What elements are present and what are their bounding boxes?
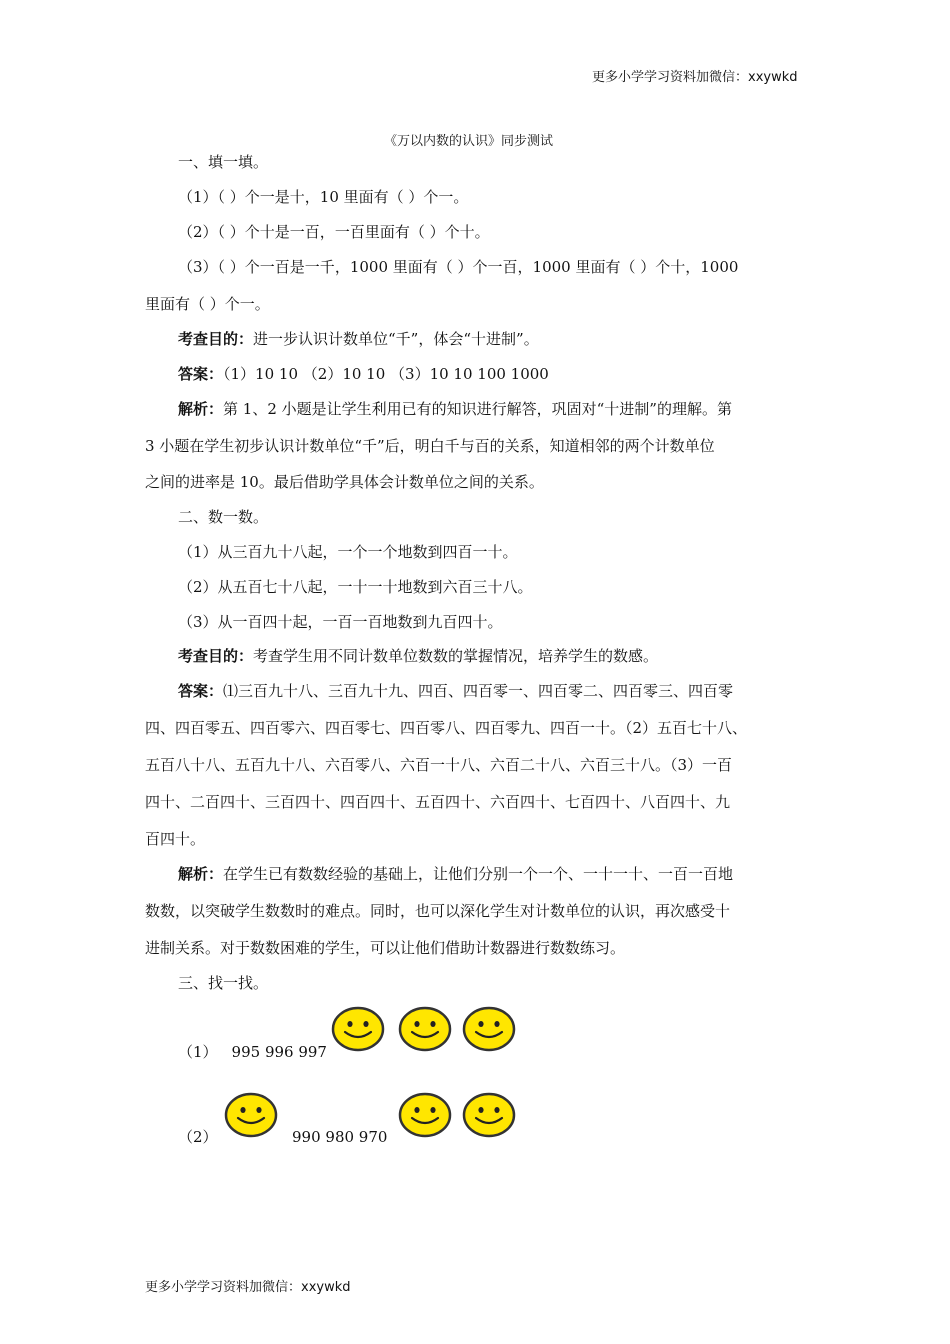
smiley-face-icon [224, 1092, 278, 1138]
answer-label: 答案： [178, 365, 224, 383]
section-3-heading: 三、找一找。 [178, 974, 269, 992]
question-1-label: （1） [178, 1043, 218, 1061]
answer-text: （1）10 10 （2）10 10 （3）10 10 100 1000 [223, 365, 549, 383]
section-1-answer [178, 364, 549, 384]
section-3-question-1 [178, 1042, 327, 1062]
section-2-heading: 二、数一数。 [178, 508, 269, 526]
section-2-answer [178, 681, 733, 701]
section-2-question-1: （1）从三百九十八起，一个一个地数到四百一十。 [178, 543, 518, 561]
smiley-face-icon [398, 1006, 452, 1052]
section-1-question-2: （2）（ ）个十是一百，一百里面有（ ）个十。 [178, 223, 490, 241]
question-1-numbers: 995 996 997 [231, 1043, 327, 1061]
smiley-face-icon [462, 1006, 516, 1052]
smiley-face-icon [331, 1006, 385, 1052]
section-3-question-2-label: （2） [178, 1128, 218, 1146]
section-1-question-3-cont: 里面有（ ）个一。 [145, 295, 270, 313]
section-2-question-2: （2）从五百七十八起，一十一十地数到六百三十八。 [178, 578, 533, 596]
analysis-text: 第 1、2 小题是让学生利用已有的知识进行解答，巩固对“十进制”的理解。第 [223, 400, 732, 418]
section-1-analysis-line-2: 3 小题在学生初步认识计数单位“千”后，明白千与百的关系，知道相邻的两个计数单位 [145, 437, 715, 455]
section-2-answer-line-3: 五百八十八、五百九十八、六百零八、六百一十八、六百二十八、六百三十八。（3）一百 [145, 756, 733, 774]
analysis-label: 解析： [178, 865, 224, 883]
analysis-label: 解析： [178, 400, 224, 418]
section-3-question-2-numbers: 990 980 970 [292, 1128, 388, 1146]
section-2-analysis [178, 864, 733, 884]
section-2-answer-line-5: 百四十。 [145, 830, 206, 848]
section-2-answer-line-2: 四、四百零五、四百零六、四百零七、四百零八、四百零九、四百一十。（2）五百七十八、 [145, 719, 748, 737]
section-2-answer-line-4: 四十、二百四十、三百四十、四百四十、五百四十、六百四十、七百四十、八百四十、九 [145, 793, 731, 811]
footer-note: 更多小学学习资料加微信：xxywkd [145, 1280, 351, 1295]
section-1-analysis [178, 399, 732, 419]
purpose-label: 考查目的： [178, 330, 254, 348]
section-1-question-1: （1）（ ）个一是十，10 里面有（ ）个一。 [178, 188, 469, 206]
smiley-face-icon [462, 1092, 516, 1138]
section-2-question-3: （3）从一百四十起，一百一百地数到九百四十。 [178, 613, 503, 631]
page-title: 《万以内数的认识》同步测试 [384, 134, 554, 149]
header-note: 更多小学学习资料加微信：xxywkd [592, 70, 798, 85]
analysis-text: 在学生已有数数经验的基础上，让他们分别一个一个、一十一十、一百一百地 [223, 865, 734, 883]
answer-label: 答案： [178, 682, 224, 700]
purpose-text: 进一步认识计数单位“千”，体会“十进制”。 [253, 330, 539, 348]
section-2-analysis-line-3: 进制关系。对于数数困难的学生，可以让他们借助计数器进行数数练习。 [145, 939, 626, 957]
section-2-purpose [178, 646, 658, 666]
section-1-purpose [178, 329, 539, 349]
purpose-text: 考查学生用不同计数单位数数的掌握情况，培养学生的数感。 [253, 647, 659, 665]
section-2-analysis-line-2: 数数，以突破学生数数时的难点。同时，也可以深化学生对计数单位的认识，再次感受十 [145, 902, 731, 920]
section-1-analysis-line-3: 之间的进率是 10。最后借助学具体会计数单位之间的关系。 [145, 473, 544, 491]
smiley-face-icon [398, 1092, 452, 1138]
section-1-question-3: （3）（ ）个一百是一千，1000 里面有（ ）个一百，1000 里面有（ ）个十，1000 [178, 258, 739, 276]
purpose-label: 考查目的： [178, 647, 254, 665]
answer-text: ⑴三百九十八、三百九十九、四百、四百零一、四百零二、四百零三、四百零 [223, 682, 734, 700]
section-1-heading: 一、填一填。 [178, 153, 269, 171]
